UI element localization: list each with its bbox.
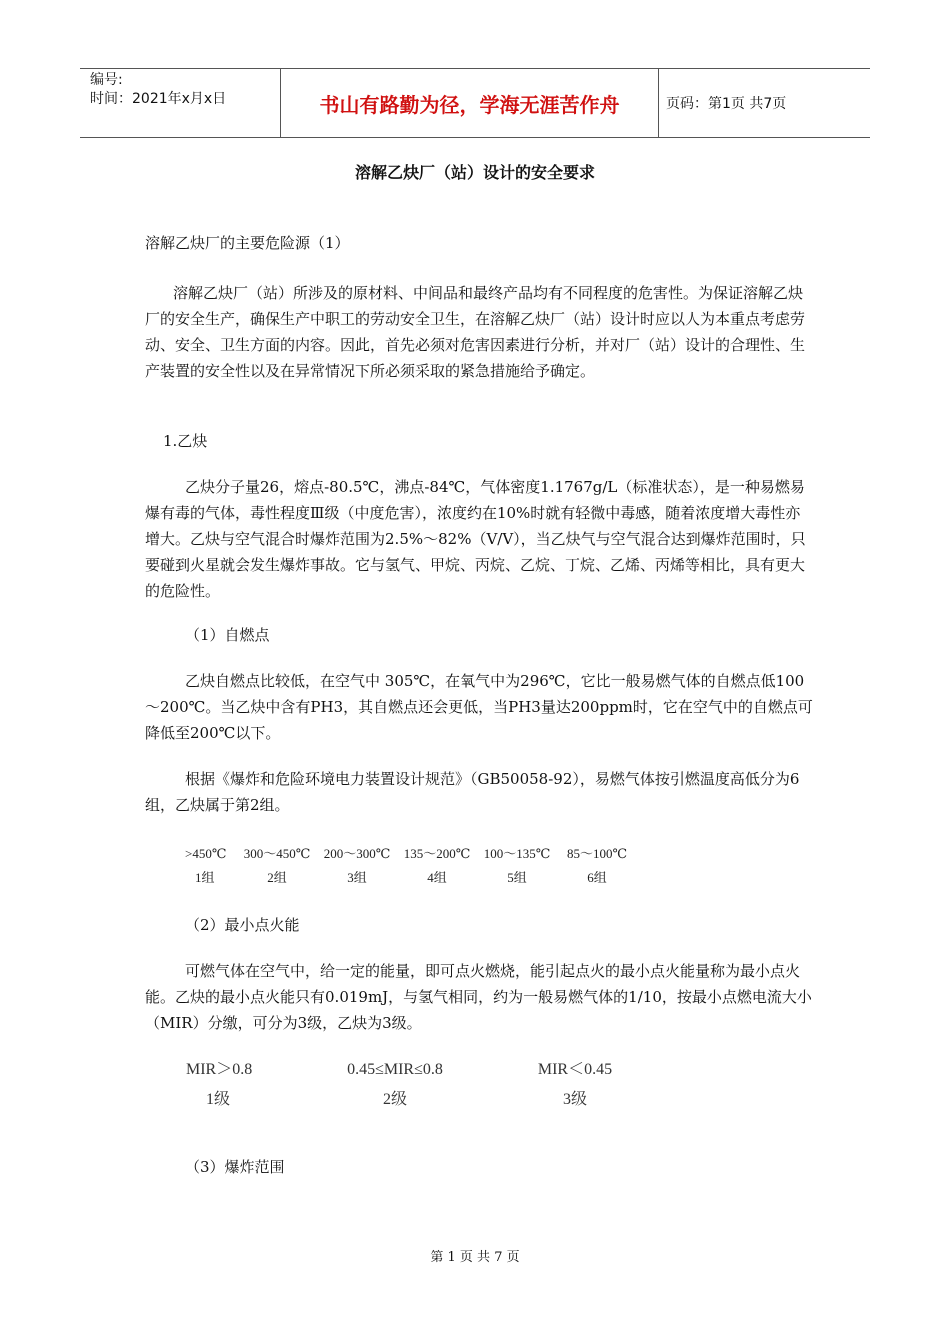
mir-range-cell: MIR＜0.45 <box>537 1061 613 1078</box>
temp-range-cell: 300～450℃ <box>243 846 311 861</box>
acetylene-paragraph: 乙炔分子量26，熔点-80.5℃，沸点-84℃，气体密度1.1767g/L（标准状态），是一种易燃易爆有毒的气体，毒性程度Ⅲ级（中度危害），浓度约在10%时就有轻微中毒感，随着浓度增大毒性亦增大。乙炔与空气混合时爆炸范围为2.5%～82%（V/V），当乙炔气与空气混合达到爆炸范围时，只要碰到火星就会发生爆炸事故。它与氢气、甲烷、丙烷、乙烷、丁烷、乙烯、丙烯等相比，具有更大的危险性。 <box>145 478 806 600</box>
section-heading: 溶解乙炔厂的主要危险源（1） <box>145 234 350 252</box>
mir-level-row <box>170 1085 640 1115</box>
temp-range-cell: 100～135℃ <box>483 846 551 861</box>
group-cell: 1组 <box>195 870 215 885</box>
document-date: 时间：2021年x月x日 <box>90 91 227 107</box>
document-number-label: 编号: <box>90 72 123 88</box>
subheading-autoignition: （1）自燃点 <box>185 626 270 644</box>
temp-range-cell: 135～200℃ <box>403 846 471 861</box>
mir-level-cell: 2级 <box>382 1091 407 1108</box>
group-label-row <box>185 866 637 890</box>
header-meta <box>90 71 280 109</box>
mir-range-cell: MIR＞0.8 <box>186 1061 253 1078</box>
classification-paragraph: 根据《爆炸和危险环境电力装置设计规范》（GB50058-92），易燃气体按引燃温度高低分为6组，乙炔属于第2组。 <box>145 770 800 814</box>
page-header <box>80 68 870 138</box>
mir-level-cell: 1级 <box>206 1091 231 1108</box>
page-footer: 第 1 页 共 7 页 <box>430 1250 520 1265</box>
temp-range-cell: 85～100℃ <box>566 846 628 861</box>
group-cell: 5组 <box>507 870 527 885</box>
temp-range-cell: 200～300℃ <box>323 846 391 861</box>
minimum-ignition-paragraph: 可燃气体在空气中，给一定的能量，即可点火燃烧，能引起点火的最小点火能量称为最小点火能。乙炔的最小点火能只有0.019mJ，与氢气相同，约为一般易燃气体的1/10，按最小点燃电流大小（MIR）分缴，可分为3级，乙炔为3级。 <box>145 962 812 1032</box>
subheading-minimum-ignition-energy: （2）最小点火能 <box>185 916 300 934</box>
intro-paragraph: 溶解乙炔厂（站）所涉及的原材料、中间品和最终产品均有不同程度的危害性。为保证溶解乙炔厂的安全生产，确保生产中职工的劳动安全卫生，在溶解乙炔厂（站）设计时应以人为本重点考虑劳动、安全、卫生方面的内容。因此，首先必须对危害因素进行分析，并对厂（站）设计的合理性、生产装置的安全性以及在异常情况下所必须采取的紧急措施给予确定。 <box>145 284 806 380</box>
mir-level-cell: 3级 <box>562 1091 587 1108</box>
item-heading-acetylene: 1.乙炔 <box>163 432 208 450</box>
header-page-info: 页码：第1页 共7页 <box>666 96 787 112</box>
mir-levels-table <box>170 1055 640 1115</box>
ignition-temperature-groups-table <box>185 842 637 890</box>
group-cell: 6组 <box>587 870 607 885</box>
temperature-range-row <box>185 842 637 866</box>
mir-range-cell: 0.45≤MIR≤0.8 <box>347 1061 443 1078</box>
group-cell: 4组 <box>427 870 447 885</box>
group-cell: 3组 <box>347 870 367 885</box>
subheading-explosion-range: （3）爆炸范围 <box>185 1158 285 1176</box>
document-title: 溶解乙炔厂（站）设计的安全要求 <box>354 163 595 182</box>
group-cell: 2组 <box>267 870 287 885</box>
mir-range-row <box>170 1055 640 1085</box>
header-motto: 书山有路勤为径，学海无涯苦作舟 <box>280 69 659 137</box>
autoignition-paragraph: 乙炔自燃点比较低，在空气中 305℃，在氧气中为296℃，它比一般易燃气体的自燃点低100～200℃。当乙炔中含有PH3，其自燃点还会更低，当PH3量达200ppm时，它在空气中的自燃点可降低至200℃以下。 <box>145 672 813 742</box>
temp-range-cell: >450℃ <box>185 846 227 861</box>
